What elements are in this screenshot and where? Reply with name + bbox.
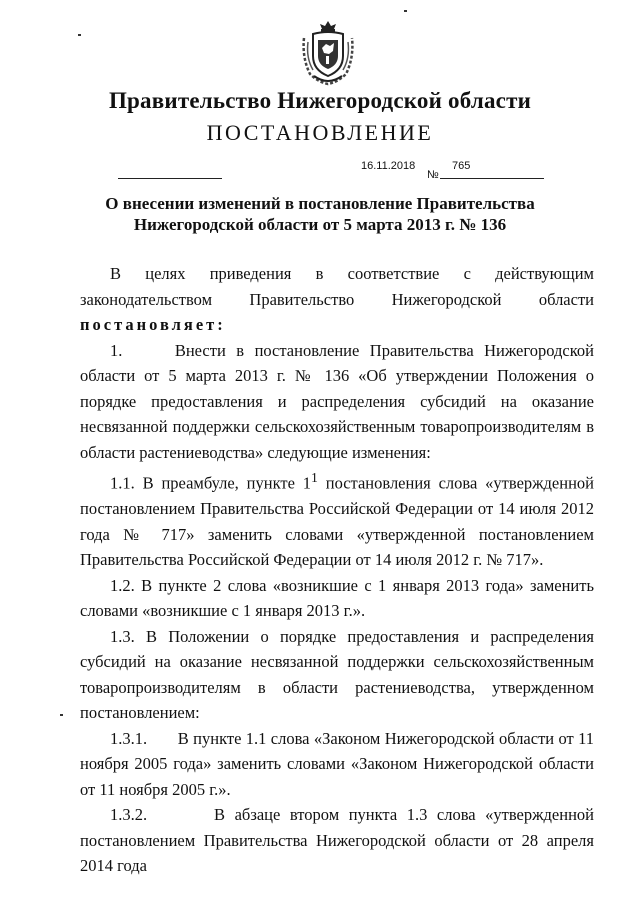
paragraph-1-1-rest: постановления слова «утвержденной постановлением Правительства Российской Федерации от 14 июля 2012 года № 717» заменить словами «утвержденной постановлением Правительства Российской Федерации от 14 июля 2012 г. № 717». bbox=[80, 473, 595, 569]
government-title: Правительство Нижегородской области bbox=[108, 88, 532, 113]
resolution-verb: постановляет: bbox=[80, 315, 226, 334]
scan-speck bbox=[78, 34, 81, 36]
subject-line-1: О внесении изменений в постановление Правительства bbox=[105, 194, 535, 213]
document-date: 16.11.2018 bbox=[361, 160, 416, 172]
paragraph-1-1 bbox=[80, 465, 594, 573]
preamble-paragraph bbox=[80, 261, 594, 338]
preamble-text: В целях приведения в соответствие с действующим законодательством Правительство Нижегородской области bbox=[80, 264, 594, 309]
paragraph-1: 1. Внести в постановление Правительства Нижегородской области от 5 марта 2013 г. № 136 «Об утверждении Положения о порядке предоставления и распределения субсидий на оказание несвязанной поддержки сельскохозяйственным товаропроизводителям в области растениеводства» следующие изменения: bbox=[80, 340, 594, 462]
paragraph-1-2: 1.2. В пункте 2 слова «возникшие с 1 января 2013 года» заменить словами «возникшие с 1 января 2013 г.». bbox=[80, 575, 594, 620]
document-type: ПОСТАНОВЛЕНИЕ bbox=[206, 120, 434, 145]
document-subject bbox=[0, 193, 640, 235]
scan-speck bbox=[60, 714, 63, 716]
paragraph-1-1-start: 1.1. В преамбуле, пункте 1 bbox=[110, 473, 312, 493]
scan-speck bbox=[404, 10, 407, 12]
paragraph-1-3-2: 1.3.2. В абзаце втором пункта 1.3 слова «утвержденной постановлением Правительства Нижегородской области от 28 апреля 2014 года bbox=[80, 805, 594, 875]
coat-of-arms-emblem bbox=[300, 18, 356, 86]
paragraph-1-3: 1.3. В Положении о порядке предоставления и распределения субсидий на оказание несвязанной поддержки сельскохозяйственным товаропроизводителям в области растениеводства, утвержденном постановлением: bbox=[80, 626, 594, 722]
document-body bbox=[80, 261, 594, 879]
paragraph-1-3-1: 1.3.1. В пункте 1.1 слова «Законом Нижегородской области от 11 ноября 2005 года» заменить словами «Законом Нижегородской области от 11 ноября 2005 г.». bbox=[80, 728, 594, 799]
paragraph-1-1-superscript: 1 bbox=[311, 470, 318, 485]
document-number: 765 bbox=[452, 160, 471, 172]
subject-line-2: Нижегородской области от 5 марта 2013 г. № 136 bbox=[133, 215, 507, 234]
date-underline bbox=[118, 178, 222, 179]
number-underline bbox=[440, 178, 544, 179]
number-sign: № bbox=[427, 169, 439, 181]
